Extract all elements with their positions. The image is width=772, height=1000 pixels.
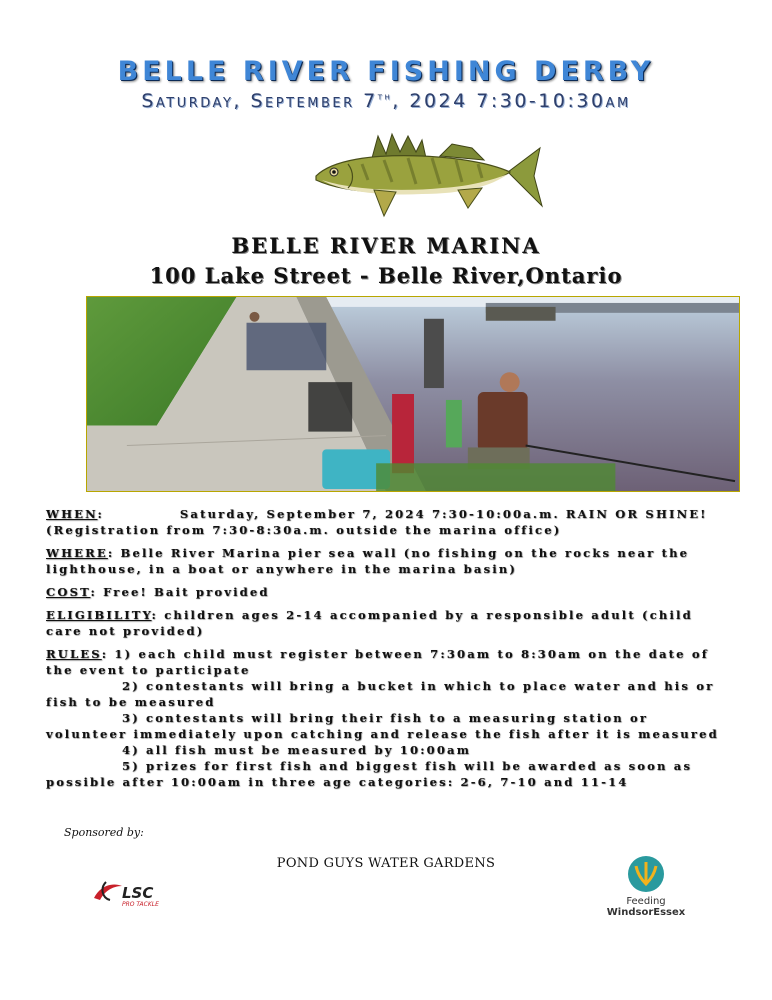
fisherman-body xyxy=(478,392,528,451)
where-label: WHERE xyxy=(46,546,108,560)
sponsored-by-label: Sponsored by: xyxy=(64,826,144,839)
fish-pupil xyxy=(332,170,336,174)
cost-text: Free! Bait provided xyxy=(103,585,270,599)
date-ordinal: th xyxy=(377,91,393,103)
rule-item xyxy=(46,758,726,790)
event-details xyxy=(46,506,726,790)
event-date xyxy=(0,90,772,112)
where-section: WHERE: Belle River Marina pier sea wall (no fishing on the rocks near the lighthouse, in a boat or anywhere in the marina basin) xyxy=(46,546,690,576)
venue-address: 100 Lake Street - Belle River,Ontario xyxy=(149,263,623,288)
rule-text: 1) each child must register between 7:30am to 8:30am on the date of the event to participate xyxy=(46,647,709,677)
venue-name: BELLE RIVER MARINA xyxy=(231,233,541,258)
lsc-swoosh xyxy=(94,885,122,901)
fish-anal-fin xyxy=(458,188,482,208)
feeding-logo-line2: WindsorEssex xyxy=(606,907,686,918)
date-part-2: , 2024 7:30-10:30am xyxy=(392,90,631,112)
red-chair xyxy=(392,394,414,473)
marina-pier-photo xyxy=(86,296,740,492)
person-head xyxy=(250,312,260,322)
person-standing xyxy=(424,319,444,388)
lsc-pro-tackle-logo xyxy=(92,878,174,910)
feeding-logo-line1: Feeding xyxy=(626,896,666,907)
cost-section: COST: Free! Bait provided xyxy=(46,585,270,599)
rule-text: 4) all fish must be measured by 10:00am xyxy=(122,743,472,757)
flyer-title: BELLE RIVER FISHING DERBY xyxy=(117,56,655,87)
when-section: WHEN: Saturday, September 7, 2024 7:30-10:00a.m. RAIN OR SHINE! (Registration from 7:30-8:30a.m. outside the marina office) xyxy=(46,507,708,537)
eligibility-text: children ages 2-14 accompanied by a responsible adult (child care not provided) xyxy=(46,608,693,638)
dock xyxy=(486,307,556,321)
lsc-logo-text: LSC xyxy=(122,884,154,902)
rule-text: 3) contestants will bring their fish to a measuring station or volunteer immediately upon catching and release the fish after it is measured xyxy=(46,711,719,741)
rules-label: RULES xyxy=(46,647,102,661)
sponsor-pond-guys: POND GUYS WATER GARDENS xyxy=(276,856,496,871)
fish-tail xyxy=(508,148,542,206)
rule-item xyxy=(46,678,726,710)
when-label: WHEN xyxy=(46,507,98,521)
child xyxy=(446,400,462,448)
foreground-grass xyxy=(376,463,615,491)
cost-label: COST xyxy=(46,585,91,599)
chair xyxy=(308,382,352,431)
eligibility-section: ELIGIBILITY: children ages 2-14 accompanied by a responsible adult (child care not provided) xyxy=(46,608,693,638)
when-text: Saturday, September 7, 2024 7:30-10:00a.m. RAIN OR SHINE! (Registration from 7:30-8:30a.m. outside the marina office) xyxy=(46,507,708,537)
fish-dorsal-fin xyxy=(372,134,426,158)
rule-item xyxy=(46,710,726,742)
rule-item: RULES: 1) each child must register between 7:30am to 8:30am on the date of the event to participate xyxy=(46,647,709,677)
rules-section xyxy=(46,646,726,790)
walleye-fish-illustration xyxy=(312,130,544,220)
rule-text: 5) prizes for first fish and biggest fish will be awarded as soon as possible after 10:00am in three age categories: 2-6, 7-10 and 11-14 xyxy=(46,759,693,789)
where-text: Belle River Marina pier sea wall (no fishing on the rocks near the lighthouse, in a boat or anywhere in the marina basin) xyxy=(46,546,690,576)
fish-pelvic-fin xyxy=(374,190,396,216)
date-part-1: Saturday, September 7 xyxy=(141,90,378,112)
rule-text: 2) contestants will bring a bucket in which to place water and his or fish to be measured xyxy=(46,679,715,709)
rule-item xyxy=(46,742,726,758)
lsc-logo-subtext: PRO TACKLE xyxy=(122,901,159,908)
fisherman-head xyxy=(500,372,520,392)
people-group xyxy=(247,323,327,371)
feeding-windsoressex-logo xyxy=(588,854,704,920)
eligibility-label: ELIGIBILITY xyxy=(46,608,152,622)
